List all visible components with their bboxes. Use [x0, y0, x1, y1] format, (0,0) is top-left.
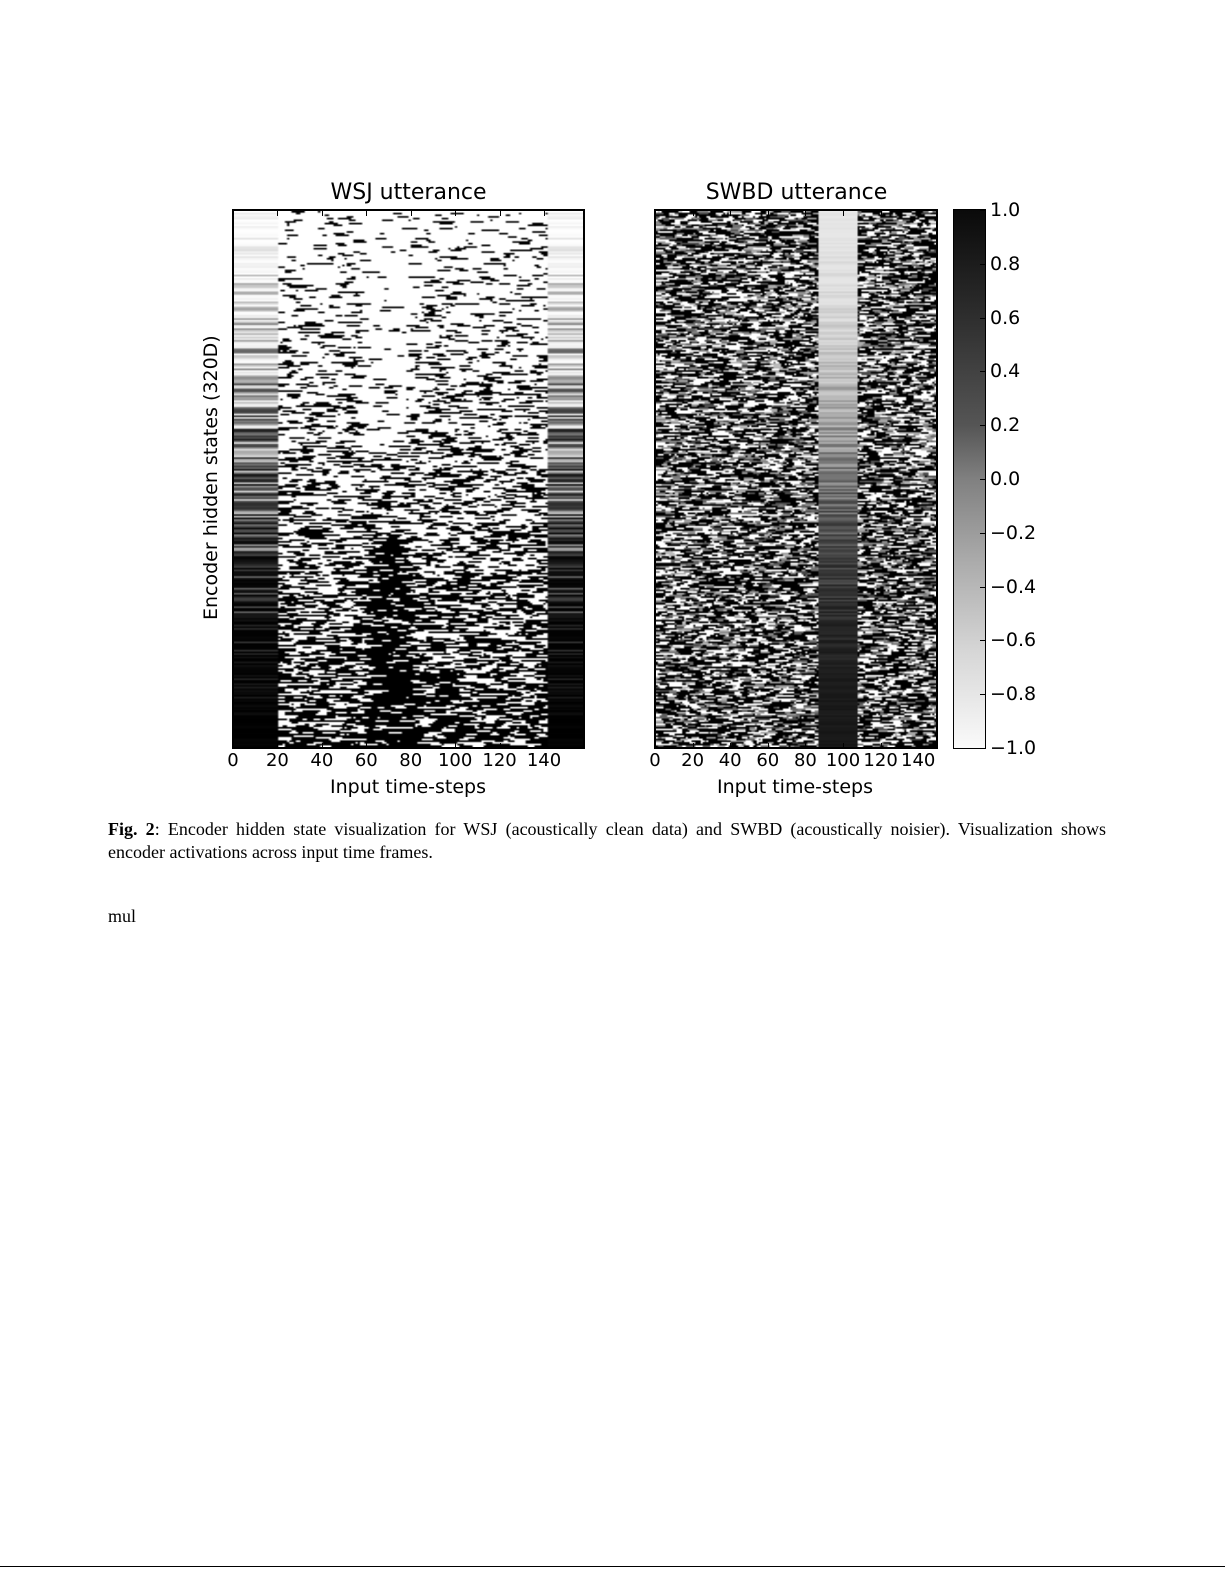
colorbar-tick-mark	[980, 371, 985, 372]
xtick-mark	[277, 743, 278, 748]
wsj-panel-title: WSJ utterance	[330, 180, 487, 205]
xtick-label: 80	[793, 750, 817, 771]
xtick-mark	[805, 211, 806, 216]
page-bottom-rule	[0, 1566, 1225, 1567]
xtick-label: 40	[310, 750, 334, 771]
xtick-mark	[411, 211, 412, 216]
xtick-mark	[843, 743, 844, 748]
xtick-mark	[322, 211, 323, 216]
figure-caption	[108, 818, 1106, 864]
colorbar-tick-mark	[980, 587, 985, 588]
xtick-mark	[500, 211, 501, 216]
xtick-mark	[918, 211, 919, 216]
colorbar-tick-label: −0.6	[990, 629, 1037, 652]
colorbar-tick-label: 0.4	[990, 360, 1021, 383]
xtick-mark	[655, 211, 656, 216]
colorbar-tick-label: −0.8	[990, 683, 1037, 706]
xtick-mark	[233, 211, 234, 216]
xtick-mark	[881, 211, 882, 216]
xtick-label: 140	[526, 750, 562, 771]
figure-label: Fig. 2	[108, 819, 155, 839]
xtick-mark	[233, 743, 234, 748]
colorbar-tick-mark	[980, 210, 985, 211]
xtick-mark	[693, 211, 694, 216]
xtick-mark	[730, 211, 731, 216]
xtick-mark	[805, 743, 806, 748]
xtick-mark	[455, 211, 456, 216]
xtick-label: 20	[681, 750, 705, 771]
xtick-mark	[455, 743, 456, 748]
body-text-fragment: mul	[108, 906, 137, 926]
xtick-mark	[768, 743, 769, 748]
xtick-label: 120	[482, 750, 517, 771]
swbd-heatmap	[654, 209, 938, 749]
xtick-label: 120	[863, 750, 898, 771]
xtick-mark	[411, 743, 412, 748]
xtick-mark	[768, 211, 769, 216]
colorbar-tick-label: 0.8	[990, 252, 1021, 275]
xtick-mark	[843, 211, 844, 216]
xtick-mark	[277, 211, 278, 216]
xtick-label: 100	[825, 750, 861, 771]
wsj-heatmap	[232, 209, 585, 749]
xtick-mark	[881, 743, 882, 748]
colorbar-tick-label: 0.2	[990, 414, 1021, 437]
colorbar-tick-mark	[980, 264, 985, 265]
xtick-label: 60	[756, 750, 780, 771]
xtick-mark	[730, 743, 731, 748]
wsj-xlabel: Input time-steps	[329, 776, 487, 798]
xtick-mark	[544, 743, 545, 748]
xtick-mark	[366, 743, 367, 748]
xtick-label: 60	[354, 750, 378, 771]
colorbar-tick-label: 0.0	[990, 468, 1021, 490]
colorbar-tick-mark	[980, 318, 985, 319]
swbd-panel-title: SWBD utterance	[705, 180, 888, 205]
colorbar-tick-label: 1.0	[990, 199, 1021, 221]
colorbar-tick-mark	[980, 425, 985, 426]
xtick-mark	[500, 743, 501, 748]
colorbar-tick-mark	[980, 640, 985, 641]
xtick-label: 0	[227, 750, 239, 771]
xtick-label: 20	[265, 750, 289, 771]
xtick-mark	[693, 743, 694, 748]
xtick-mark	[544, 211, 545, 216]
swbd-xlabel: Input time-steps	[716, 776, 874, 798]
xtick-mark	[366, 211, 367, 216]
xtick-label: 80	[399, 750, 423, 771]
xtick-label: 100	[437, 750, 473, 771]
colorbar-tick-label: −0.4	[990, 575, 1037, 598]
colorbar-tick-mark	[980, 694, 985, 695]
figure-caption-text: : Encoder hidden state visualization for WSJ (acoustically clean data) and SWBD (acoustically noisier). Visualization shows encoder activations across input time frames.	[108, 819, 1106, 862]
xtick-mark	[655, 743, 656, 748]
xtick-label: 140	[901, 750, 936, 771]
xtick-mark	[918, 743, 919, 748]
colorbar-tick-mark	[980, 748, 985, 749]
colorbar-tick-mark	[980, 479, 985, 480]
colorbar-tick-label: 0.6	[990, 306, 1021, 329]
colorbar-tick-mark	[980, 533, 985, 534]
xtick-label: 40	[718, 750, 742, 771]
xtick-mark	[322, 743, 323, 748]
xtick-label: 0	[649, 750, 661, 771]
colorbar-tick-label: −1.0	[990, 737, 1037, 759]
shared-ylabel: Encoder hidden states (320D)	[200, 335, 222, 620]
colorbar-tick-label: −0.2	[990, 521, 1037, 544]
